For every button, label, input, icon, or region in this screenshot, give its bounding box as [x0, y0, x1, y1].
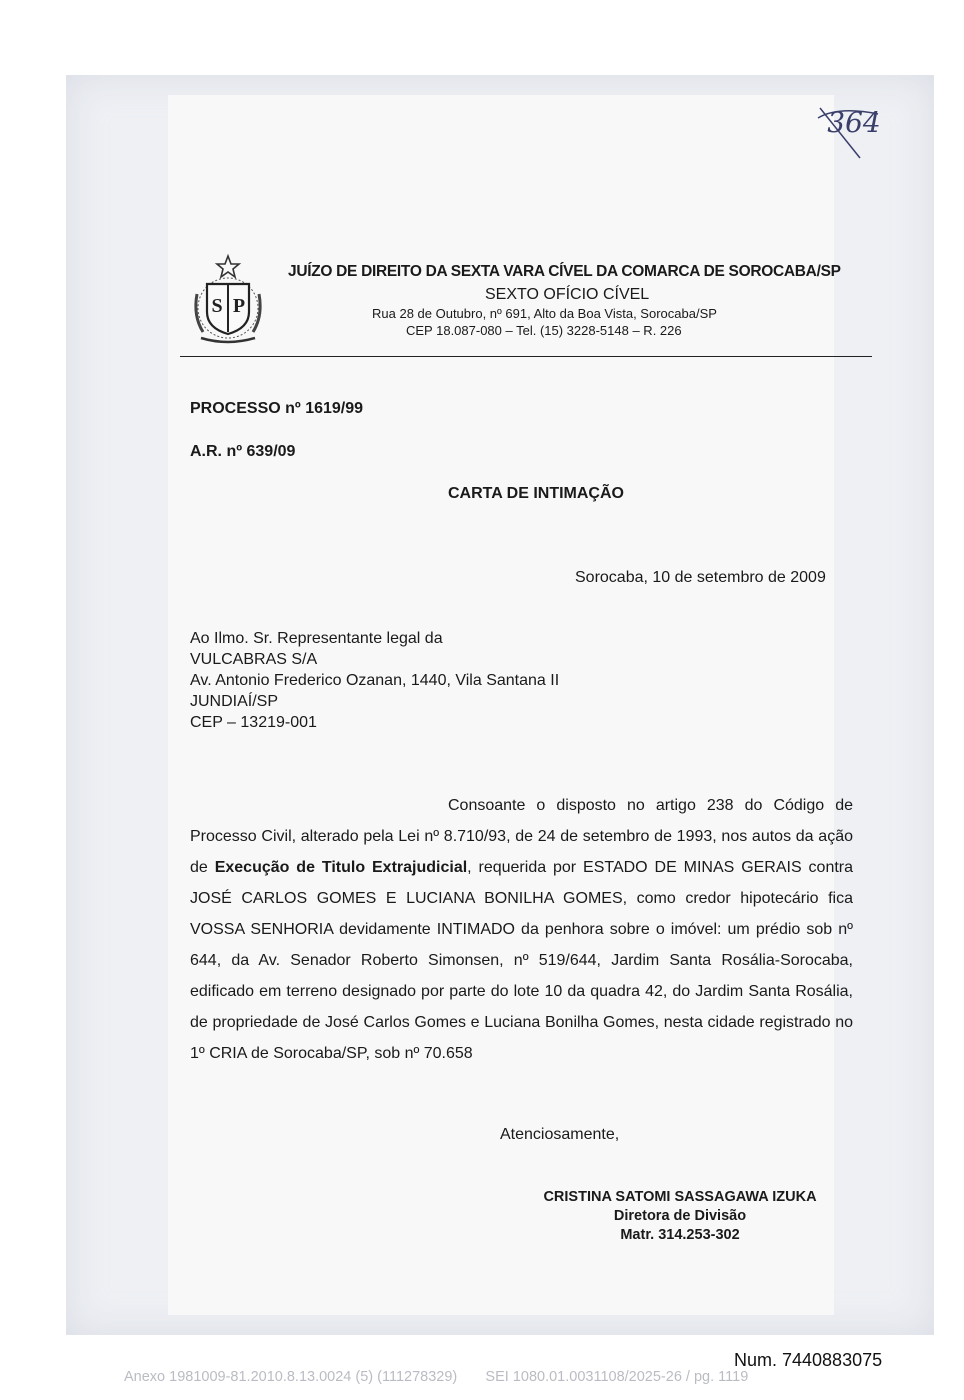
addressee-street: Av. Antonio Frederico Ozanan, 1440, Vila Santana II [190, 672, 560, 689]
svg-text:P: P [232, 295, 246, 317]
court-name: JUÍZO DE DIREITO DA SEXTA VARA CÍVEL DA COMARCA DE SOROCABA/SP [288, 263, 841, 280]
signature-block [500, 1188, 860, 1245]
signatory-role: Diretora de Divisão [613, 1208, 747, 1224]
ar-number: A.R. nº 639/09 [190, 443, 296, 460]
addressee-line: Ao Ilmo. Sr. Representante legal da [190, 630, 443, 647]
body-text-part1: Consoante o disposto no artigo 238 do Código de Processo Civil, alterado pela Lei nº 8.710/93, de 24 de setembro de 1993, nos autos da ação de [190, 797, 853, 876]
handwritten-page-number-stamp [808, 88, 898, 166]
stamp-number: 364 [827, 106, 881, 139]
body-text-part2: , requerida por ESTADO DE MINAS GERAIS contra JOSÉ CARLOS GOMES E LUCIANA BONILHA GOMES, como credor hipotecário fica VOSSA SENHORIA devidamente INTIMADO da penhora sobre o imóvel: um prédio sob nº 644, da Av. Senador Roberto Simonsen, nº 519/644, Jardim Santa Rosália-Sorocaba, edificado em terreno designado por parte do lote 10 da quadra 42, do Jardim Santa Rosália, de propriedade de José Carlos Gomes e Luciana Bonilha Gomes, nesta cidade registrado no 1º CRIA de Sorocaba/SP, sob nº 70.658 [190, 859, 854, 1062]
svg-text:S: S [211, 295, 223, 317]
letter-date: Sorocaba, 10 de setembro de 2009 [575, 569, 826, 586]
document-title: CARTA DE INTIMAÇÃO [448, 485, 624, 502]
signatory-registration: Matr. 314.253-302 [620, 1227, 740, 1243]
sao-paulo-coat-of-arms-icon [191, 254, 265, 346]
signatory-name: CRISTINA SATOMI SASSAGAWA IZUKA [543, 1189, 817, 1205]
footer-reference: Anexo 1981009-81.2010.8.13.0024 (5) (111278329) SEI 1080.01.0031108/2025-26 / pg. 1119 [124, 1369, 749, 1385]
addressee-block [190, 628, 559, 733]
header-divider [180, 356, 872, 357]
body-text-action-type: Execução de Titulo Extrajudicial [214, 859, 468, 876]
addressee-company: VULCABRAS S/A [190, 651, 318, 668]
letter-body [190, 790, 853, 1069]
addressee-cep: CEP – 13219-001 [190, 714, 317, 731]
processo-number: PROCESSO nº 1619/99 [190, 400, 364, 417]
office-name: SEXTO OFÍCIO CÍVEL [485, 286, 650, 303]
court-cep-phone: CEP 18.087-080 – Tel. (15) 3228-5148 – R. 226 [406, 323, 682, 338]
court-address: Rua 28 de Outubro, nº 691, Alto da Boa Vista, Sorocaba/SP [372, 306, 717, 321]
document-number: Num. 7440883075 [734, 1350, 883, 1370]
addressee-city: JUNDIAÍ/SP [190, 693, 279, 710]
closing-salutation: Atenciosamente, [500, 1126, 620, 1143]
